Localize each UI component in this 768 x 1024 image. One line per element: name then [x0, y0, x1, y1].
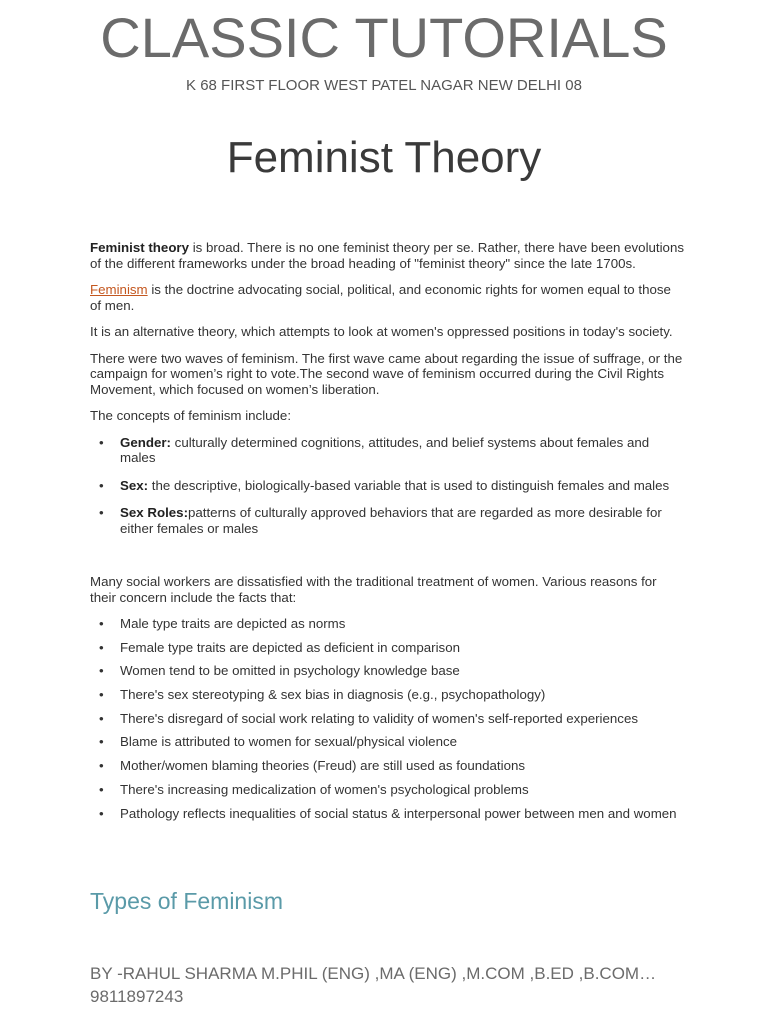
facts-intro: Many social workers are dissatisfied with the traditional treatment of women. Various reasons for their concern include the facts that: — [90, 574, 657, 605]
concept-text: culturally determined cognitions, attitudes, and belief systems about females and males — [120, 434, 650, 465]
concept-text: patterns of culturally approved behaviors that are regarded as more desirable for either females or males — [120, 505, 662, 536]
list-item — [120, 435, 685, 466]
concept-term: Sex Roles: — [120, 505, 188, 520]
definition-text: is the doctrine advocating social, political, and economic rights for women equal to those of men. — [90, 282, 671, 313]
footer-author: BY -RAHUL SHARMA M.PHIL (ENG) ,MA (ENG) ,M.COM ,B.ED ,B.COM… — [90, 964, 657, 983]
section-heading-types: Types of Feminism — [90, 888, 283, 914]
list-item — [120, 505, 685, 536]
list-item: • Mother/women blaming theories (Freud) are still used as foundations — [120, 758, 685, 782]
list-item: • There's disregard of social work relating to validity of women's self-reported experiences — [120, 711, 685, 735]
list-item: • There's increasing medicalization of women's psychological problems — [120, 782, 685, 806]
concepts-intro: The concepts of feminism include: — [90, 408, 292, 423]
list-item: • There's sex stereotyping & sex bias in diagnosis (e.g., psychopathology) — [120, 687, 685, 711]
intro-paragraph — [90, 240, 685, 271]
list-item: • Male type traits are depicted as norms — [120, 616, 685, 640]
document-body — [90, 240, 685, 829]
footer — [90, 962, 690, 1008]
list-item: • Blame is attributed to women for sexual/physical violence — [120, 734, 685, 758]
waves-paragraph: There were two waves of feminism. The first wave came about regarding the issue of suffrage, or the campaign for women’s right to vote.The second wave of feminism occurred during the Civil Rights Movement, which focused on women’s liberation. — [90, 350, 683, 397]
feminism-link[interactable]: Feminism — [90, 282, 148, 297]
concept-term: Gender: — [120, 434, 171, 450]
alternative-paragraph: It is an alternative theory, which attempts to look at women's oppressed positions in today's society. — [90, 324, 673, 339]
document-title: Feminist Theory — [226, 133, 542, 182]
facts-list — [90, 616, 685, 829]
intro-text: is broad. There is no one feminist theory per se. Rather, there have been evolutions of the different frameworks under the broad heading of "feminist theory" since the late 1700s. — [90, 240, 684, 271]
definition-paragraph — [90, 282, 685, 313]
concept-text: the descriptive, biologically-based variable that is used to distinguish females and males — [148, 477, 670, 493]
concepts-list — [90, 435, 685, 537]
list-item: • Pathology reflects inequalities of social status & interpersonal power between men and women — [120, 806, 685, 830]
list-item — [120, 478, 685, 494]
concept-term: Sex: — [120, 477, 149, 493]
intro-bold-term: Feminist theory — [90, 240, 190, 255]
header-address: K 68 FIRST FLOOR WEST PATEL NAGAR NEW DELHI 08 — [186, 77, 582, 94]
header-title: CLASSIC TUTORIALS — [100, 6, 668, 69]
footer-phone: 9811897243 — [90, 987, 184, 1006]
list-item: • Women tend to be omitted in psychology knowledge base — [120, 663, 685, 687]
list-item: • Female type traits are depicted as deficient in comparison — [120, 640, 685, 664]
